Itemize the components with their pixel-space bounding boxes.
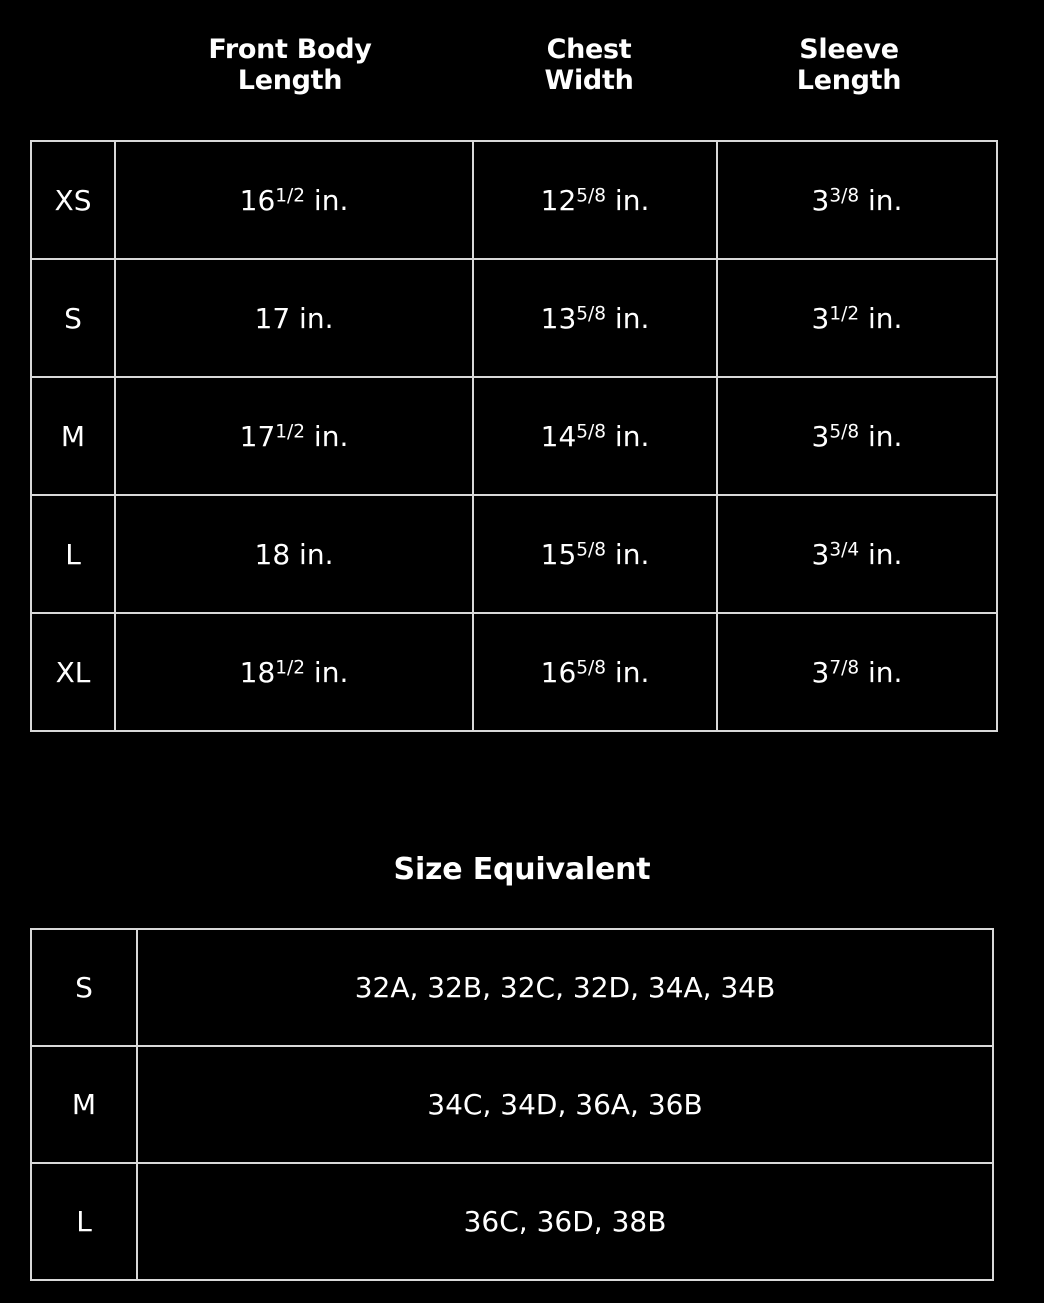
sleeve-length-value xyxy=(717,141,997,259)
value-whole: 12 xyxy=(540,183,577,217)
value-unit: in. xyxy=(299,537,334,571)
value-unit: in. xyxy=(313,183,349,217)
value-unit: in. xyxy=(868,301,903,335)
value-fraction: 5/8 xyxy=(576,185,607,207)
value-fraction: 5/8 xyxy=(829,421,860,443)
measurement-table-header xyxy=(30,34,988,97)
size-label: S xyxy=(31,929,137,1046)
column-header-front-body-length xyxy=(112,34,468,97)
chest-width-value xyxy=(473,495,717,613)
sleeve-length-value xyxy=(717,613,997,731)
column-header-line1: Front Body xyxy=(208,34,372,65)
table-row xyxy=(31,377,997,495)
value-whole: 14 xyxy=(540,419,577,453)
sleeve-length-value xyxy=(717,259,997,377)
value-whole: 13 xyxy=(540,301,577,335)
table-row xyxy=(31,1163,993,1280)
value-whole: 18 xyxy=(254,537,291,571)
size-label: L xyxy=(31,1163,137,1280)
value-fraction: 3/8 xyxy=(829,185,860,207)
column-header-line2: Width xyxy=(544,65,634,97)
chest-width-value xyxy=(473,141,717,259)
value-unit: in. xyxy=(313,419,349,453)
value-unit: in. xyxy=(614,183,650,217)
value-unit: in. xyxy=(868,183,903,217)
value-whole: 3 xyxy=(811,419,830,453)
chest-width-value xyxy=(473,377,717,495)
size-equivalent-value: 34C, 34D, 36A, 36B xyxy=(137,1046,993,1163)
value-whole: 3 xyxy=(811,537,830,571)
size-label: M xyxy=(31,377,115,495)
column-header-sleeve-length xyxy=(710,34,988,97)
value-unit: in. xyxy=(868,537,903,571)
size-equivalent-value: 36C, 36D, 38B xyxy=(137,1163,993,1280)
value-unit: in. xyxy=(614,537,650,571)
value-whole: 16 xyxy=(239,183,276,217)
table-row xyxy=(31,929,993,1046)
value-unit: in. xyxy=(299,301,334,335)
value-unit: in. xyxy=(868,419,903,453)
table-row xyxy=(31,495,997,613)
size-label: XL xyxy=(31,613,115,731)
front-body-length-value xyxy=(115,259,473,377)
column-header-line1: Sleeve xyxy=(799,34,899,65)
table-row xyxy=(31,613,997,731)
size-label: M xyxy=(31,1046,137,1163)
value-fraction: 1/2 xyxy=(829,303,860,325)
value-whole: 17 xyxy=(254,301,291,335)
sleeve-length-value xyxy=(717,377,997,495)
column-header-line2: Length xyxy=(237,65,343,97)
value-whole: 18 xyxy=(239,655,276,689)
table-row xyxy=(31,259,997,377)
size-label: S xyxy=(31,259,115,377)
sleeve-length-value xyxy=(717,495,997,613)
measurement-table xyxy=(30,140,998,732)
size-equivalent-value: 32A, 32B, 32C, 32D, 34A, 34B xyxy=(137,929,993,1046)
table-row xyxy=(31,141,997,259)
value-unit: in. xyxy=(614,301,650,335)
value-whole: 15 xyxy=(540,537,577,571)
size-equivalent-title: Size Equivalent xyxy=(393,852,651,887)
value-unit: in. xyxy=(614,419,650,453)
front-body-length-value xyxy=(115,141,473,259)
column-header-line1: Chest xyxy=(546,34,632,65)
front-body-length-value xyxy=(115,613,473,731)
value-whole: 3 xyxy=(811,301,830,335)
value-unit: in. xyxy=(313,655,349,689)
value-fraction: 3/4 xyxy=(829,539,860,561)
front-body-length-value xyxy=(115,495,473,613)
value-whole: 3 xyxy=(811,655,830,689)
value-fraction: 5/8 xyxy=(576,539,607,561)
value-fraction: 1/2 xyxy=(275,421,306,443)
table-row xyxy=(31,1046,993,1163)
value-fraction: 1/2 xyxy=(275,657,306,679)
size-equivalent-table xyxy=(30,928,994,1281)
value-whole: 17 xyxy=(239,419,276,453)
size-label: L xyxy=(31,495,115,613)
value-fraction: 7/8 xyxy=(829,657,860,679)
size-label: XS xyxy=(31,141,115,259)
column-header-line2: Length xyxy=(796,65,902,97)
value-unit: in. xyxy=(868,655,903,689)
front-body-length-value xyxy=(115,377,473,495)
value-whole: 16 xyxy=(540,655,577,689)
column-header-chest-width xyxy=(468,34,710,97)
chest-width-value xyxy=(473,613,717,731)
value-whole: 3 xyxy=(811,183,830,217)
value-fraction: 5/8 xyxy=(576,303,607,325)
value-fraction: 5/8 xyxy=(576,421,607,443)
value-fraction: 5/8 xyxy=(576,657,607,679)
value-unit: in. xyxy=(614,655,650,689)
value-fraction: 1/2 xyxy=(275,185,306,207)
chest-width-value xyxy=(473,259,717,377)
